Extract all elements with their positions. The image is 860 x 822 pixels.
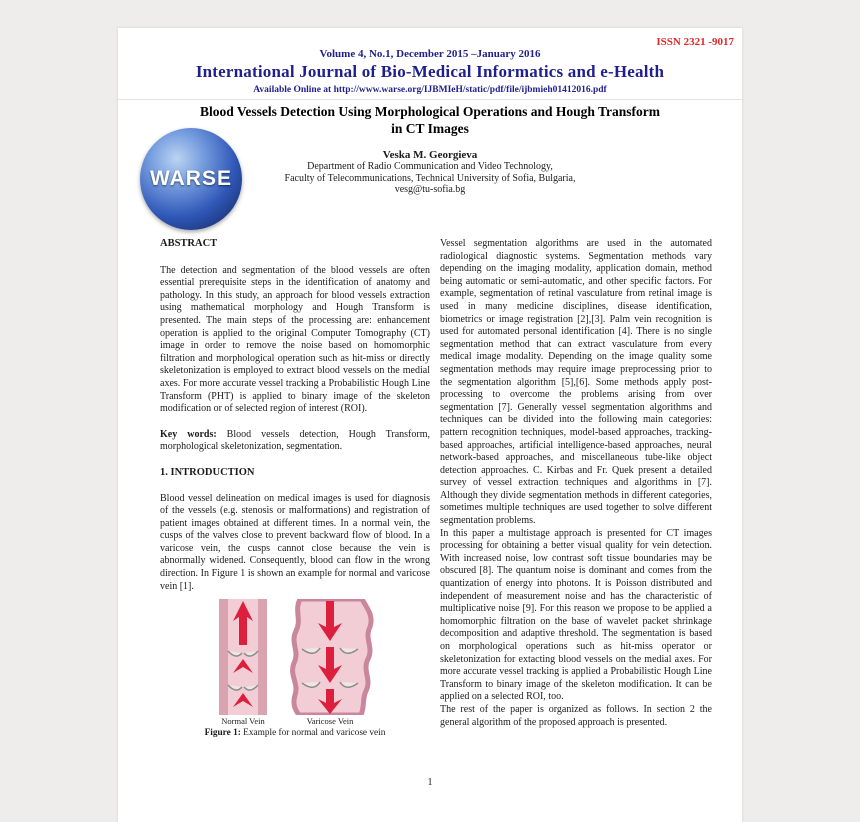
keywords-text: Blood vessels detection, Hough Transform, morphological skeletonization, segmentation. xyxy=(160,428,430,453)
abstract-paragraph: The detection and segmentation of the blood vessels are often essential prerequisite steps in the identification of anatomy and pathology. In this study, an approach for blood vessels extraction using mathematical morphology and Hough Transform is presented. The main steps of the processing are: enhancement operation is applied to the original Computer Tomography (CT) image in order to remove the noise based on homomorphic filtration and morphological operation such as hit-miss or directly skeletonization is employed to extract blood vessels on the medial axes. For more accurate vessel tracking a Probabilistic Hough Line Transform (PHT) is applied to binary image of the skeleton modification or of selected region of interest (ROI). xyxy=(160,264,430,415)
journal-header xyxy=(118,48,742,95)
journal-title: International Journal of Bio-Medical Informatics and e-Health xyxy=(195,62,665,81)
vein-wall-left xyxy=(219,599,228,715)
body-paragraph-1: Vessel segmentation algorithms are used in the automated radiological diagnostic systems. Segmentation methods vary depending on the imaging modality, application domain, method being automatic or semi-automatic, and other specific factors. For example, segmentation of retinal vasculature from retinal image is used in many medicine disciplines, disease identification, biometrics or image registration [2],[3]. Palm vein recognition is used for automated personal identification [4]. There is no single segmentation method that can extract vasculature from every medical image modality. Depending on the image quality some segmentation methods may require image preprocessing prior to the segmentation algorithm [5],[6]. Some methods apply post-processing to overcome the problems arising from over segmentation [7]. Generally vessel segmentation algorithms and techniques can be divided into the following main categories: pattern recognition techniques, model-based approaches, tracking-based approaches, artificial intelligence-based approaches, neural network-based approaches, and miscellaneous tube-like object detection approaches. C. Kirbas and Fr. Quek present a detailed survey of vessel extraction techniques and algorithms in [7]. Although they divide segmentation methods in different categories, sometimes multiple techniques are used together to solve different segmentation problems. xyxy=(440,238,712,527)
affiliation-line1: Department of Radio Communication and Video Technology, xyxy=(307,161,553,172)
author-name: Veska M. Georgieva xyxy=(382,149,478,161)
keywords-label: Key words: xyxy=(160,428,217,440)
introduction-paragraph: Blood vessel delineation on medical images is used for diagnosis of the vessels (e.g. stenosis or malformations) and registration of patient images obtained at different times. In a normal vein, the cusps of the valves close to prevent backward flow of blood. In a varicose vein, the cusps cannot close because the vein is abnormally widened. Consequently, blood can flow in the wrong direction. In Figure 1 is shown an example for normal and varicose vein [1]. xyxy=(160,492,430,592)
paper-page xyxy=(118,28,742,822)
page-number: 1 xyxy=(427,777,433,788)
affiliation-line2: Faculty of Telecommunications, Technical University of Sofia, Bulgaria, xyxy=(284,172,576,184)
abstract-heading: ABSTRACT xyxy=(160,238,218,249)
normal-vein-illustration xyxy=(214,599,272,726)
right-column xyxy=(440,238,712,729)
varicose-vein-illustration xyxy=(284,599,376,726)
figure1 xyxy=(160,599,430,739)
author-block xyxy=(118,149,742,196)
body-paragraph-3: The rest of the paper is organized as follows. In section 2 the general algorithm of the proposed approach is presented. xyxy=(440,703,712,728)
introduction-heading: 1. INTRODUCTION xyxy=(160,466,255,478)
figure1-caption-label: Figure 1: xyxy=(204,728,241,739)
article-title-line2: in CT Images xyxy=(391,121,469,136)
vein-wall-right xyxy=(258,599,267,715)
available-online-link[interactable]: Available Online at http://www.warse.org/IJBMIeH/static/pdf/file/ijbmieh01412016.pdf xyxy=(253,85,607,95)
header-divider xyxy=(118,99,742,100)
figure1-caption xyxy=(160,728,430,739)
warse-logo-text: WARSE xyxy=(149,167,232,190)
keywords-paragraph xyxy=(160,429,430,454)
figure1-image xyxy=(160,599,430,726)
volume-line: Volume 4, No.1, December 2015 –January 2016 xyxy=(319,48,541,60)
left-column xyxy=(160,238,430,739)
article-title xyxy=(188,103,672,137)
issn-number: ISSN 2321 -9017 xyxy=(656,36,734,48)
normal-vein-label: Normal Vein xyxy=(221,716,265,727)
body-paragraph-2: In this paper a multistage approach is presented for CT images processing for obtaining a better visual quality for vein detection. With increased noise, low contrast soft tissue boundaries may be obscured [8]. The quantum noise is dominant and comes from the quantization of energy into photons. It is Poisson distributed and independent of measurement noise and has the characteristic of multiplicative noise [9]. For this reason we propose to be applied a homomorphic filtration on the base of wavelet packet shrinkage decomposition and adaptive threshold. The segmentation is based on morphological operations such as hit-miss operator or skeletonization for extacting blood vessels on the medial axes. For more accurate vessel tracking is applied a Probabilistic Hough Line Transform to binary image of the skeleton modification. It can be applied on a selected ROI, too. xyxy=(440,527,712,703)
author-email-link[interactable]: vesg@tu-sofia.bg xyxy=(394,184,466,195)
varicose-vein-label: Varicose Vein xyxy=(306,716,354,727)
figure1-caption-text: Example for normal and varicose vein xyxy=(240,728,386,739)
article-title-line1: Blood Vessels Detection Using Morphological Operations and Hough Transform xyxy=(199,104,661,119)
normal-vein-drawing xyxy=(214,599,272,715)
varicose-vein-drawing xyxy=(284,599,376,715)
